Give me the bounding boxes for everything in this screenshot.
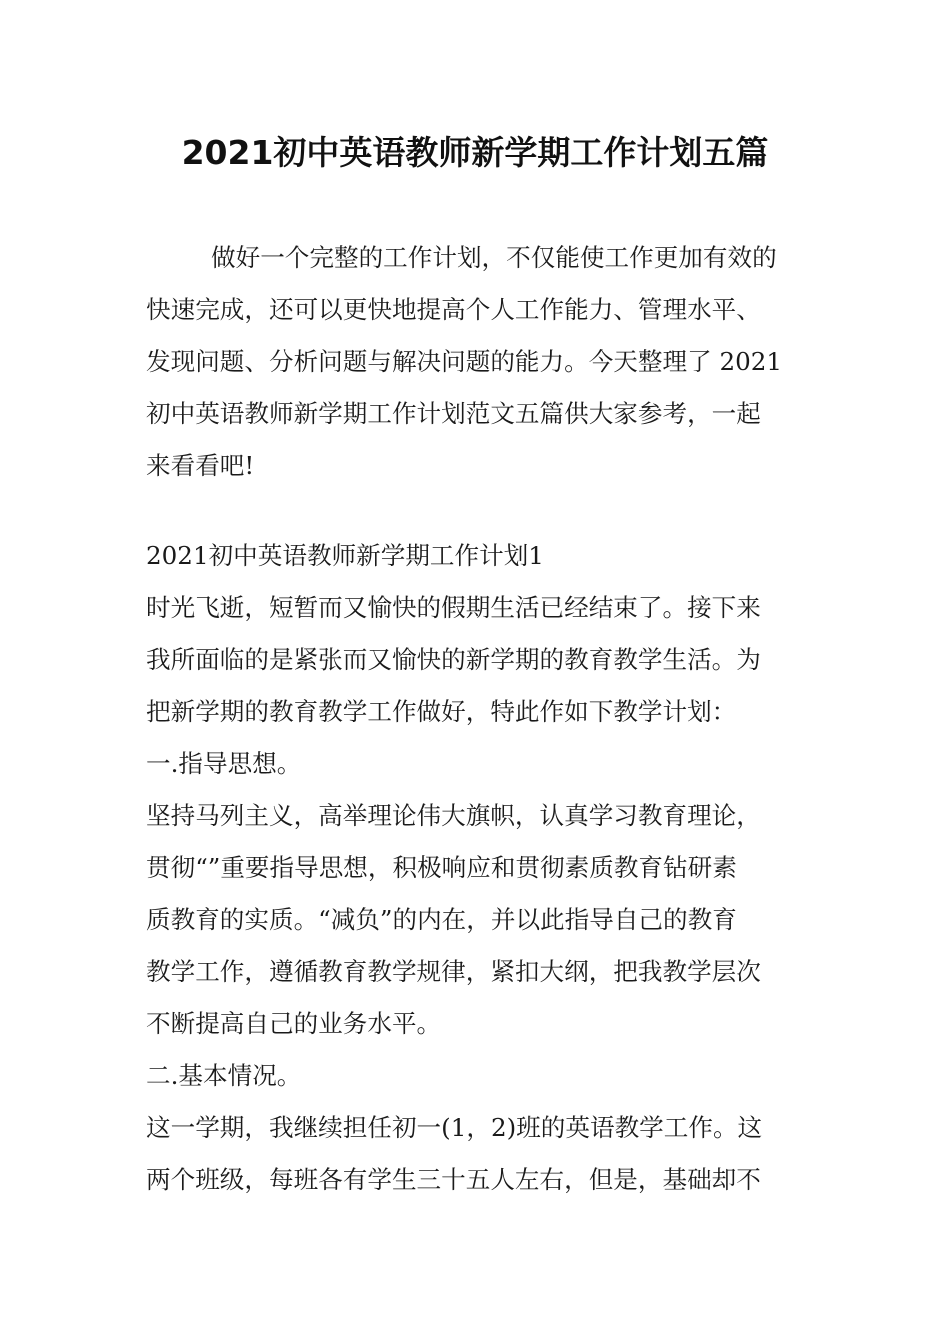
section-1 — [146, 530, 806, 1206]
body-line: 两个班级，每班各有学生三十五人左右，但是，基础却不 — [146, 1165, 761, 1194]
body-line: 不断提高自己的业务水平。 — [146, 1009, 442, 1038]
body-line: 把新学期的教育教学工作做好，特此作如下教学计划： — [146, 697, 737, 726]
intro-line: 来看看吧! — [146, 451, 255, 480]
section-heading: 2021初中英语教师新学期工作计划1 — [146, 541, 544, 570]
intro-line: 快速完成，还可以更快地提高个人工作能力、管理水平、 — [146, 295, 761, 324]
body-line: 贯彻“”重要指导思想，积极响应和贯彻素质教育钻研素 — [146, 853, 737, 882]
body-line: 这一学期，我继续担任初一(1，2)班的英语教学工作。这 — [146, 1113, 763, 1142]
intro-line: 初中英语教师新学期工作计划范文五篇供大家参考，一起 — [146, 399, 761, 428]
intro-paragraph — [146, 232, 806, 492]
body-line: 我所面临的是紧张而又愉快的新学期的教育教学生活。为 — [146, 645, 761, 674]
document-title: 2021初中英语教师新学期工作计划五篇 — [181, 133, 769, 172]
subheading-guiding-ideology: 一.指导思想。 — [146, 749, 302, 778]
intro-line: 做好一个完整的工作计划，不仅能使工作更加有效的 — [211, 243, 777, 272]
body-line: 教学工作，遵循教育教学规律，紧扣大纲，把我教学层次 — [146, 957, 761, 986]
subheading-basic-situation: 二.基本情况。 — [146, 1061, 302, 1090]
intro-line: 发现问题、分析问题与解决问题的能力。今天整理了 2021 — [146, 347, 783, 376]
body-line: 坚持马列主义，高举理论伟大旗帜，认真学习教育理论， — [146, 801, 761, 830]
body-line: 时光飞逝，短暂而又愉快的假期生活已经结束了。接下来 — [146, 593, 761, 622]
body-line: 质教育的实质。“减负”的内在，并以此指导自己的教育 — [146, 905, 737, 934]
